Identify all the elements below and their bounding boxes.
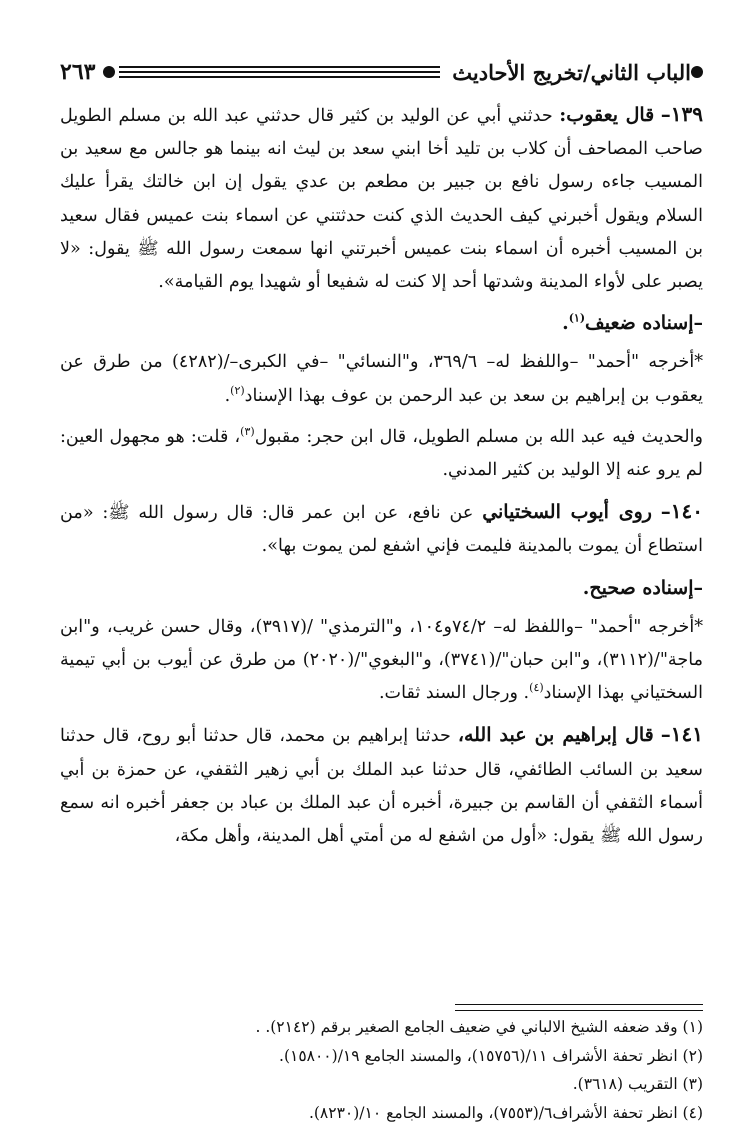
footnote: (١) وقد ضعفه الشيخ الالباني في ضعيف الجامع الصغير برقم (٢١٤٢). . <box>60 1013 703 1042</box>
commentary-139: والحديث فيه عبد الله بن مسلم الطويل، قال ابن حجر: مقبول$^{(٣)}$، قلت: هو مجهول العين: لم يرو عنه إلا الوليد بن كثير المدني. <box>60 421 703 487</box>
isnad-grade: –إسناده ضعيف$^{(١)}$. <box>60 307 703 340</box>
footnote: (٣) التقريب (٣٦١٨). <box>60 1070 703 1099</box>
narrator-lead: قال إبراهيم بن عبد الله، <box>458 724 654 746</box>
page-number: ٢٦٣ <box>60 59 103 85</box>
hadith-139 <box>60 98 703 299</box>
narrator-lead: روى أيوب السختياني <box>482 501 652 523</box>
hadith-text: عن نافع، عن ابن عمر قال: قال رسول الله ﷺ: «من استطاع أن يموت بالمدينة فليمت فإني اشفع لمن يموت بها». <box>60 503 703 556</box>
hadith-141 <box>60 718 703 853</box>
footnote: (٢) انظر تحفة الأشراف ١١/(١٥٧٥٦)، والمسند الجامع ١٩/(١٥٨٠٠). <box>60 1042 703 1071</box>
hadith-number: ١٤٠– <box>661 499 703 523</box>
isnad-grade: –إسناده صحيح. <box>60 572 703 605</box>
footnote-ref: (٤) <box>529 681 544 694</box>
hadith-140 <box>60 495 703 563</box>
main-text <box>60 98 703 861</box>
narrator-lead: قال يعقوب: <box>559 104 654 126</box>
footnote-ref: (٣) <box>240 425 255 438</box>
footnotes <box>60 1013 703 1127</box>
running-header <box>60 52 703 92</box>
footnote-ref: (١) <box>569 312 585 325</box>
hadith-text: حدثني أبي عن الوليد بن كثير قال حدثني عبد الله بن مسلم الطويل صاحب المصاحف أن كلاب بن تليد أخا ابني سعد بن ليث انه بينما هو جالس مع سعيد بن المسيب جاءه رسول نافع بن جبير بن مطعم بن عدي يقول إن ابن خالتك يقرأ عليك السلام ويقول أخبرني كيف الحديث الذي كنت حدثتني عن اسماء بنت عميس فقال سعيد بن المسيب أخبره أن اسماء بنت عميس أخبرتني انها سمعت رسول الله ﷺ يقول: «لا يصبر على لأواء المدينة وشدتها أحد إلا كنت له شفيعا أو شهيدا يوم القيامة». <box>60 106 703 292</box>
takhrij-139: *أخرجه "أحمد" –واللفظ له– ٣٦٩/٦، و"النسائي" –في الكبرى–/(٤٢٨٢) من طرق عن يعقوب بن إبراهيم بن سعد بن عبد الرحمن بن عوف بهذا الإسناد$^{(٢)}$. <box>60 346 703 412</box>
hadith-number: ١٣٩– <box>661 102 703 126</box>
header-ornament-dot <box>691 66 703 78</box>
chapter-title: الباب الثاني/تخريج الأحاديث <box>444 60 691 85</box>
header-rule <box>119 64 440 80</box>
footnote-separator <box>455 1004 703 1011</box>
header-ornament-dot <box>103 66 115 78</box>
hadith-text: حدثنا إبراهيم بن محمد، قال حدثنا أبو روح، قال حدثنا سعيد بن السائب الطائفي، قال حدثنا عبد الملك بن أبي زهير الثقفي، عن حمزة بن أبي أسماء الثقفي أن القاسم بن جبيرة، أخبره أن عبد الملك بن عباد بن جعفر أخبره انه سمع رسول الله ﷺ يقول: «أول من اشفع له من أمتي أهل المدينة، وأهل مكة، <box>60 726 703 846</box>
footnote-ref: (٢) <box>230 384 245 397</box>
takhrij-140: *أخرجه "أحمد" –واللفظ له– ٧٤/٢و١٠٤، و"الترمذي" /(٣٩١٧)، وقال حسن غريب، و"ابن ماجة"/(٣١١٢)، و"ابن حبان"/(٣٧٤١)، و"البغوي"/(٢٠٢٠) من طرق عن أيوب بن أبي تيمية السختياني بهذا الإسناد$^{(٤)}$. ورجال السند ثقات. <box>60 611 703 711</box>
hadith-number: ١٤١– <box>661 722 703 746</box>
footnote: (٤) انظر تحفة الأشراف٦/(٧٥٥٣)، والمسند الجامع ١٠/(٨٢٣٠). <box>60 1099 703 1127</box>
